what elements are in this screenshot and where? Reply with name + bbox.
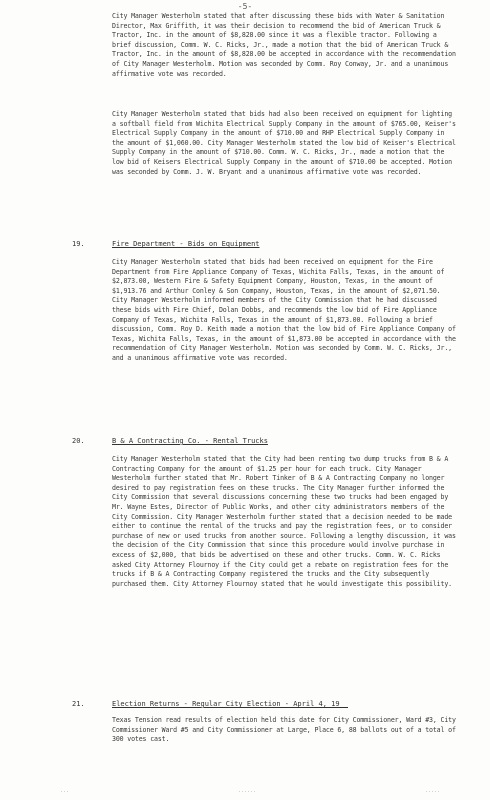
item-number: 20.	[72, 437, 85, 445]
item-title: B & A Contracting Co. - Rental Trucks	[112, 437, 268, 445]
paragraph-election-returns: Texas Tension read results of election held this date for City Commissioner, Ward #3, City Commissioner Ward #5 and City Commissioner at Large, Place 6, 88 ballots out of a total of 300 votes cast.	[112, 716, 460, 744]
page-footer	[60, 788, 440, 794]
paragraph-tractor-bid: City Manager Westerholm stated that after discussing these bids with Water & Sanitation Director, Max Griffith, it was their decision to recommend the bid of American Truck & Tractor, Inc. in the amount of $8,828.00 since it was a flexible tractor. Following a brief discussion, Comm. W. C. Ricks, Jr., made a motion that the bid of American Truck & Tractor, Inc. in the amount of $8,828.00 be accepted in accordance with the recommendation of City Manager Westerholm. Motion was seconded by Comm. Roy Conway, Jr. and a unanimous affirmative vote was recorded.	[112, 12, 460, 78]
paragraph-softball-lighting: City Manager Westerholm stated that bids had also been received on equipment for lighting a softball field from Wichita Electrical Supply Company in the amount of $765.00, Keiser's Electrical Supply Company in the amount of $710.00 and RHP Electrical Supply Company in the amount of $1,060.00. City Manager Westerholm stated the low bid of Keiser's Electrical Supply Company in the amount of $710.00. Comm. W. C. Ricks, Jr., made a motion that the low bid of Keisers Electrical Supply Company in the amount of $710.00 be accepted. Motion was seconded by Comm. J. W. Bryant and a unanimous affirmative vote was recorded.	[112, 110, 460, 176]
item-title: Fire Department - Bids on Equipment	[112, 240, 260, 248]
item-title: Election Returns - Regular City Election - April 4, 19__	[112, 700, 349, 708]
footer-center: ......	[237, 788, 257, 794]
footer-right: .....	[424, 788, 440, 794]
paragraph-fire-equipment: City Manager Westerholm stated that bids had been received on equipment for the Fire Department from Fire Appliance Company of Texas, Wichita Falls, Texas, in the amount of $2,873.00, Western Fire & Safety Equipment Company, Houston, Texas, in the amount of $1,913.76 and Arthur Conley & Son Company, Houston, Texas, in the amount of $2,071.50. City Manager Westerholm informed members of the City Commission that he had discussed these bids with Fire Chief, Dolan Dobbs, and recommends the low bid of Fire Appliance Company of Texas, Wichita Falls, Texas in the amount of $1,873.00. Following a brief discussion, Comm. Roy D. Keith made a motion that the low bid of Fire Appliance Company of Texas, Wichita Falls, Texas, in the amount of $1,873.00 be accepted in accordance with the recommendation of City Manager Westerholm. Motion was seconded by Comm. W. C. Ricks, Jr., and a unanimous affirmative vote was recorded.	[112, 258, 460, 362]
paragraph-rental-trucks: City Manager Westerholm stated that the City had been renting two dump trucks from B & A Contracting Company for the amount of $1.25 per hour for each truck. City Manager Westerholm further stated that Mr. Robert Tinker of B & A Contracting Company no longer desired to pay registration fees on these trucks. The City Manager further informed the City Commission that several discussions concerning these two trucks had been engaged by Mr. Wayne Estes, Director of Public Works, and other city administrators members of the City Commission. City Manager Westerholm further stated that a decision needed to be made either to continue the rental of the trucks and pay the registration fees, or to consider purchase of new or used trucks from another source. Following a lengthy discussion, it was the decision of the City Commission that since this procedure would involve purchase in excess of $2,000, that bids be advertised on these and other trucks. Comm. W. C. Ricks asked City Attorney Flournoy if the City could get a rebate on registration fees for the trucks if B & A Contracting Company registered the trucks and the City subsequently purchased them. City Attorney Flournoy stated that he would investigate this possibility.	[112, 455, 460, 588]
page-number: -5-	[237, 2, 253, 11]
footer-left: ...	[60, 788, 70, 794]
item-number: 21.	[72, 700, 85, 708]
item-number: 19.	[72, 240, 85, 248]
